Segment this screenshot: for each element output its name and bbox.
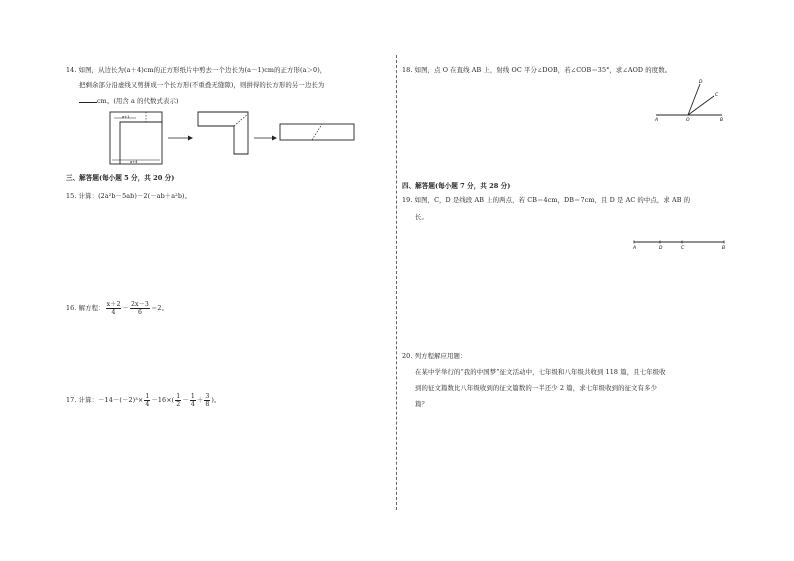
q19-figure — [630, 236, 730, 252]
q17-fraction-4 — [204, 393, 210, 408]
q16-frac2-num: 2x－3 — [130, 300, 149, 308]
q17-f2-num: 1 — [176, 392, 181, 400]
q17-mid: －16×( — [151, 396, 175, 404]
label-c: C — [715, 93, 719, 98]
q20-line1: 在某中学举行的“我的中国梦”征文活动中，七年级和八年级共收到 118 篇，且七年级收 — [415, 368, 666, 376]
q17-f4-den: 8 — [205, 400, 210, 408]
q15: 15. 计算：(2a²b－5ab)－2(－ab＋a²b)。 — [66, 192, 192, 200]
q18: 18. 如图，点 O 在直线 AB 上，射线 OC 平分∠DOB，若∠COB＝35°，求∠AOD 的度数。 — [402, 66, 672, 74]
q16-suffix: ＝2。 — [150, 304, 169, 312]
q16-fraction-2 — [130, 301, 150, 316]
l-shape — [198, 112, 248, 154]
q17-f1-den: 4 — [145, 400, 150, 408]
label-a: A — [633, 246, 637, 251]
section-3-heading: 三、解答题(每小题 5 分，共 20 分) — [66, 174, 175, 182]
q17-fraction-3 — [190, 393, 196, 408]
q17-minus: － — [182, 396, 189, 404]
q16-frac2-den: 6 — [137, 308, 142, 316]
q17-f3-den: 4 — [190, 400, 195, 408]
label-b: B — [720, 118, 724, 122]
label-o: O — [686, 118, 690, 122]
label-a-plus-4: a+4 — [130, 160, 138, 164]
answer-blank[interactable] — [79, 96, 97, 103]
q17-prefix: 17. 计算：－14－(－2)³× — [66, 396, 144, 404]
q17-fraction-2 — [175, 393, 181, 408]
q19-line2: 长。 — [415, 213, 428, 221]
q16-minus: － — [122, 304, 129, 312]
q14-line1: 14. 如图，从边长为(a＋4)cm的正方形纸片中剪去一个边长为(a－1)cm的正方形(a＞0)， — [66, 66, 327, 74]
q17-end: )。 — [211, 396, 221, 404]
q14-line3 — [79, 93, 179, 109]
square-with-cutout — [110, 112, 162, 164]
q16-frac1-den: 4 — [111, 308, 116, 316]
section-4-heading: 四、解答题(每小题 7 分，共 28 分) — [402, 182, 511, 190]
column-divider — [396, 55, 397, 510]
label-d: D — [699, 80, 703, 85]
q20-line2: 到的征文篇数比八年级收到的征文篇数的一半还少 2 篇，求七年级收到的征文有多少 — [415, 384, 658, 392]
label-a-plus-1: a+1 — [122, 115, 130, 119]
q17 — [66, 390, 221, 410]
q14-figure — [106, 110, 366, 170]
q17-f1-num: 1 — [145, 392, 150, 400]
q17-plus: ＋ — [196, 396, 204, 404]
q14-line2: 把剩余部分沿虚线又剪拼成一个长方形(不重叠无缝隙)，则拼得的长方形的另一边长为 — [79, 81, 325, 89]
q16 — [66, 298, 168, 318]
label-a: A — [655, 118, 659, 122]
q18-figure — [652, 78, 732, 122]
q14-line3-text: cm。(用含 a 的代数式表示) — [97, 97, 179, 105]
q17-f4-num: 3 — [205, 392, 210, 400]
q17-f2-den: 2 — [176, 400, 181, 408]
label-c: C — [681, 246, 685, 251]
q16-fraction-1 — [106, 301, 122, 316]
q16-prefix: 16. 解方程： — [66, 304, 105, 312]
q20-title: 20. 列方程解应用题： — [402, 352, 467, 360]
result-rectangle — [280, 124, 354, 140]
q19-line1: 19. 如图，C，D 是线段 AB 上的两点，若 CB＝4cm，DB＝7cm，且 D 是 AC 的中点，求 AB 的 — [402, 196, 691, 204]
q20-line3: 篇？ — [415, 400, 428, 408]
label-d: D — [659, 246, 663, 251]
arrow-icon — [254, 136, 277, 141]
label-b: B — [722, 246, 726, 251]
q17-f3-num: 1 — [190, 392, 195, 400]
q16-frac1-num: x＋2 — [106, 300, 121, 308]
q17-fraction-1 — [144, 393, 150, 408]
arrow-icon — [168, 136, 193, 141]
